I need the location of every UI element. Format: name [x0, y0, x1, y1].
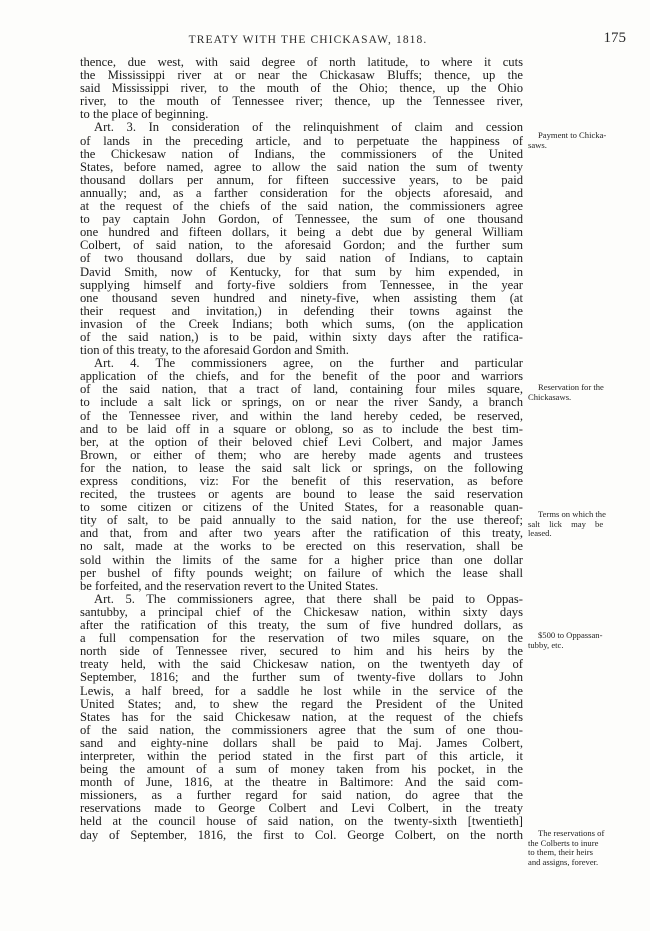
text-line: and that, from and after two years after the ratification of this treaty,: [80, 526, 523, 541]
page-number: 175: [603, 30, 626, 46]
treaty-body-text: [80, 56, 523, 842]
margin-note-line: saws.: [528, 139, 547, 150]
text-line: thence, due west, with said degree of north latitude, to where it cuts: [80, 55, 523, 69]
text-line: invasion of the Creek Indians; both which sums, (on the application: [80, 316, 523, 331]
text-line: express conditions, viz: For the benefit of this reservation, as before: [80, 474, 523, 488]
text-line: of the said nation,) is to be paid, within sixty days after the ratifica-: [80, 329, 523, 344]
text-line: United States; and, to shew the regard the President of the United: [80, 696, 523, 711]
margin-note-line: The reservations of: [538, 828, 605, 838]
text-line: recited, the trustees or agents are bound to lease the said reservation: [80, 487, 523, 502]
margin-note-line: Reservation for the: [538, 382, 604, 392]
margin-note-colbert-reservations: [528, 829, 624, 867]
margin-note-line: to them, their heirs: [528, 847, 593, 858]
margin-note-reservation: [528, 383, 624, 402]
text-line: and to be laid off in a square or oblong, so as to include the best tim-: [80, 421, 523, 436]
margin-note-line: tubby, etc.: [528, 639, 564, 650]
paragraph-article-3: [80, 121, 523, 357]
paragraph-article-5: [80, 593, 523, 842]
text-line: river, to the mouth of Tennessee river; thence, up the Tennessee river,: [80, 94, 523, 109]
margin-note-oppassantubby: [528, 631, 624, 650]
text-line: no salt, made at the works to be erected on this reservation, shall be: [80, 539, 523, 554]
text-line: be forfeited, and the reservation revert to the United States.: [80, 578, 379, 593]
text-line: north side of Tennessee river, secured to him and his heirs by the: [80, 644, 523, 659]
text-line: Art. 4. The commissioners agree, on the further and particular: [94, 356, 523, 371]
text-line: one hundred and fifteen dollars, it being a debt due by general William: [80, 225, 523, 240]
text-line: application of the chiefs, and for the benefit of the poor and warriors: [80, 369, 523, 384]
paragraph-article-4: [80, 357, 523, 593]
text-line: the Chickesaw nation of Indians, the commissioners of the United: [80, 146, 523, 161]
margin-note-line: leased.: [528, 528, 552, 539]
text-line: sand and eighty-nine dollars shall be paid to Maj. James Colbert,: [80, 735, 523, 750]
text-line: States, before named, agree to allow the said nation the sum of twenty: [80, 159, 523, 174]
margin-note-line: the Colberts to inure: [528, 837, 599, 848]
text-line: per bushel of fifty pounds weight; on failure of which the lease shall: [80, 565, 523, 580]
text-line: treaty held, with the said Chickesaw nation, on the twentyeth day of: [80, 657, 523, 672]
text-line: to the place of beginning.: [80, 107, 209, 122]
text-line: Art. 3. In consideration of the relinquishment of claim and cession: [94, 120, 523, 135]
text-line: of lands in the preceding article, and to perpetuate the happiness of: [80, 133, 523, 148]
text-line: Brown, or either of them; who are hereby made agents and trustees: [80, 447, 523, 462]
text-line: held at the council house of said nation, on the twenty-sixth [twentieth]: [80, 814, 523, 829]
text-line: of two thousand dollars, due by said nation of Indians, to captain: [80, 251, 523, 266]
text-line: day of September, 1816, the first to Col. George Colbert, on the north: [80, 827, 523, 842]
margin-note-line: salt lick may be: [528, 518, 604, 529]
margin-note-line: $500 to Oppassan-: [538, 630, 603, 640]
text-line: being the amount of a sum of money taken from his pocket, in the: [80, 762, 523, 777]
margin-note-lease-terms: [528, 510, 624, 539]
text-line: of the Tennessee river, and within the land hereby ceded, be reserved,: [80, 408, 523, 423]
text-line: supplying himself and forty-five soldiers from Tennessee, in the year: [80, 277, 523, 292]
text-line: said Mississippi river, to the mouth of the Ohio; thence, up the Ohio: [80, 81, 523, 96]
text-line: reservations made to George Colbert and Levi Colbert, in the treaty: [80, 801, 523, 816]
text-line: interpreter, within the period stated in the first part of this article, it: [80, 748, 523, 763]
text-line: month of June, 1816, at the theatre in Baltimore: And the said com-: [80, 775, 523, 790]
text-line: their request and invitation,) in defending their towns against the: [80, 303, 523, 318]
text-line: of the said nation, the commissioners agree that the sum of one thou-: [80, 722, 523, 737]
text-line: September, 1816; and the further sum of twenty-five dollars to John: [80, 670, 523, 685]
text-line: one thousand seven hundred and ninety-five, when assisting them (at: [80, 290, 523, 305]
margin-note-line: Chickasaws.: [528, 391, 572, 402]
text-line: to include a salt lick or springs, on or near the river Sandy, a branch: [80, 395, 523, 410]
text-line: to some citizen or citizens of the United States, for a reasonable quan-: [80, 500, 523, 515]
text-line: a full compensation for the reservation of two miles square, on the: [80, 631, 523, 646]
margin-note-line: and assigns, forever.: [528, 856, 599, 867]
text-line: to pay captain John Gordon, of Tennessee, the sum of one thousand: [80, 212, 523, 227]
text-line: after the ratification of this treaty, the sum of five hundred dollars, as: [80, 618, 523, 633]
text-line: States has for the said Chickesaw nation, at the request of the chiefs: [80, 709, 523, 724]
text-line: thousand dollars per annum, for fifteen successive years, to be paid: [80, 172, 523, 187]
margin-note-line: Terms on which the: [538, 509, 606, 519]
text-line: David Smith, now of Kentucky, for that sum by him expended, in: [80, 264, 523, 279]
text-line: tity of salt, to be paid annually to the said nation, for the use thereof;: [80, 513, 523, 528]
text-line: of the said nation, that a tract of land, containing four miles square,: [80, 382, 523, 397]
text-line: missioners, as a further regard for said nation, do agree that the: [80, 788, 523, 803]
text-line: ber, at the option of their beloved chief Levi Colbert, and major James: [80, 434, 523, 449]
running-head: TREATY WITH THE CHICKASAW, 1818.: [188, 34, 428, 46]
margin-note-payment: [528, 131, 624, 150]
paragraph-boundary-description: [80, 56, 523, 121]
text-line: for the nation, to lease the said salt lick or springs, on the following: [80, 460, 523, 475]
text-line: annually; and, as a farther consideration for the objects aforesaid, and: [80, 185, 523, 200]
text-line: Art. 5. The commissioners agree, that there shall be paid to Oppas-: [94, 591, 523, 606]
margin-note-line: Payment to Chicka-: [538, 130, 607, 140]
text-line: Lewis, a half breed, for a saddle he lost while in the service of the: [80, 683, 523, 698]
text-line: sold within the limits of the same for a higher price than one dollar: [80, 552, 523, 567]
text-line: santubby, a principal chief of the Chickesaw nation, within sixty days: [80, 604, 523, 619]
text-line: Colbert, of said nation, to the aforesaid Gordon; and the further sum: [80, 238, 523, 253]
text-line: tion of this treaty, to the aforesaid Gordon and Smith.: [80, 343, 349, 358]
text-line: the Mississippi river at or near the Chickasaw Bluffs; thence, up the: [80, 68, 523, 83]
text-line: at the request of the chiefs of the said nation, the commissioners agree: [80, 199, 523, 214]
